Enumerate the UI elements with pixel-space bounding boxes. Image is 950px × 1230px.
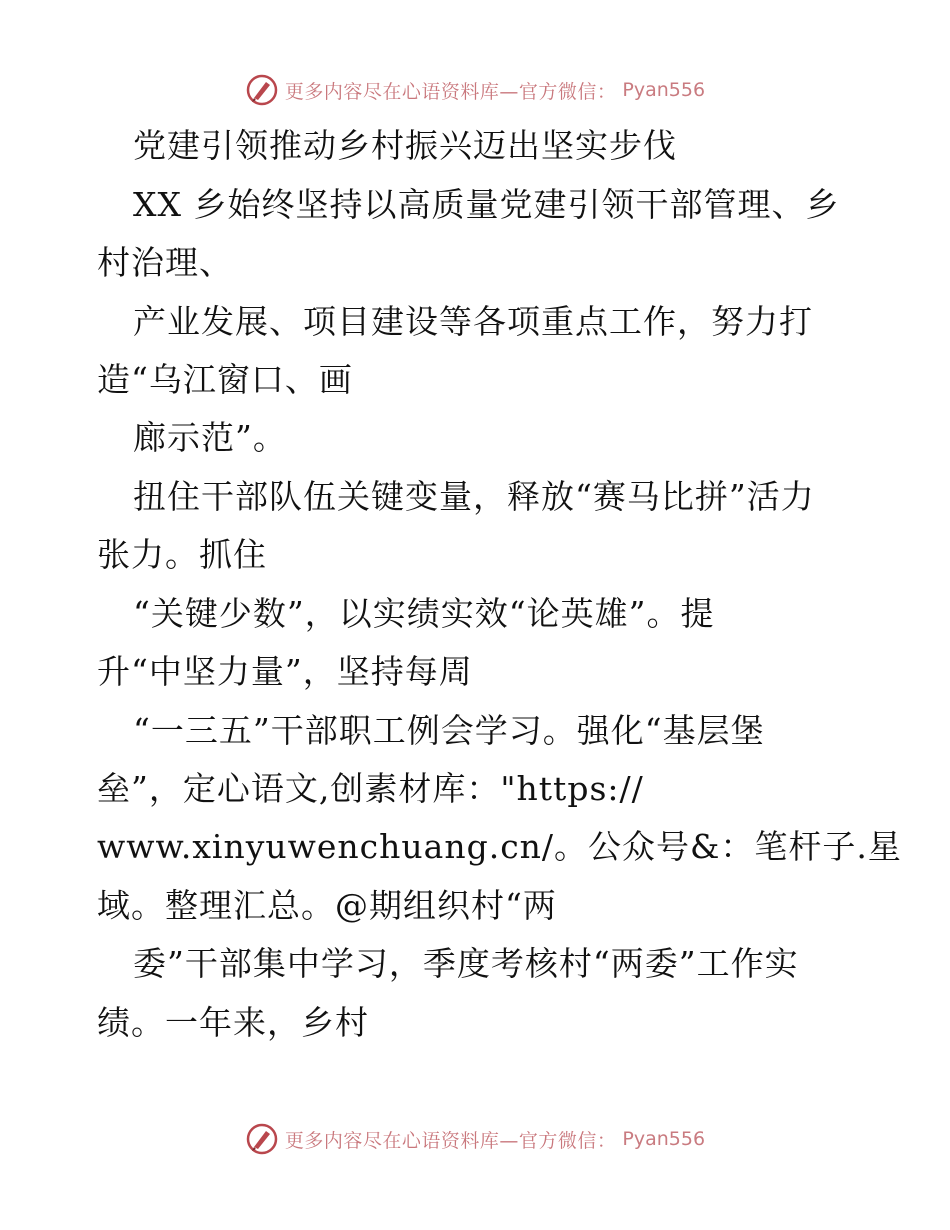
text-line: 扭住干部队伍关键变量，释放“赛马比拼”活力 (133, 477, 815, 516)
watermark-text: 更多内容尽在心语资料库—官方微信： (284, 80, 617, 103)
document-title: 党建引领推动乡村振兴迈出坚实步伐 (133, 126, 677, 165)
text-line: XX 乡始终坚持以高质量党建引领干部管理、乡 (133, 185, 840, 224)
text-line: 廊示范”。 (133, 418, 287, 457)
watermark-wechat-id: Pyan556 (622, 1128, 706, 1150)
text-line: 产业发展、项目建设等各项重点工作，努力打 (133, 302, 813, 341)
text-line: 委”干部集中学习，季度考核村“两委”工作实 (133, 944, 799, 983)
watermark-text: 更多内容尽在心语资料库—官方微信： (284, 1129, 617, 1152)
footer-watermark (0, 1119, 950, 1159)
text-line: www.xinyuwenchuang.cn/。公众号&：笔杆子.星 (97, 827, 902, 866)
text-line: “关键少数”，以实绩实效“论英雄”。提 (133, 594, 715, 633)
text-line: 村治理、 (97, 243, 233, 282)
text-line: “一三五”干部职工例会学习。强化“基层堡 (133, 711, 765, 750)
pen-logo-icon (245, 1122, 279, 1156)
text-line: 升“中坚力量”，坚持每周 (97, 652, 473, 691)
text-line: 张力。抓住 (97, 535, 267, 574)
text-line: 绩。一年来，乡村 (97, 1003, 369, 1042)
text-line: 垒”，定心语文,创素材库："https:// (97, 769, 644, 808)
watermark-wechat-id: Pyan556 (622, 79, 706, 101)
text-line: 域。整理汇总。@期组织村“两 (97, 886, 557, 925)
text-line: 造“乌江窗口、画 (97, 360, 353, 399)
